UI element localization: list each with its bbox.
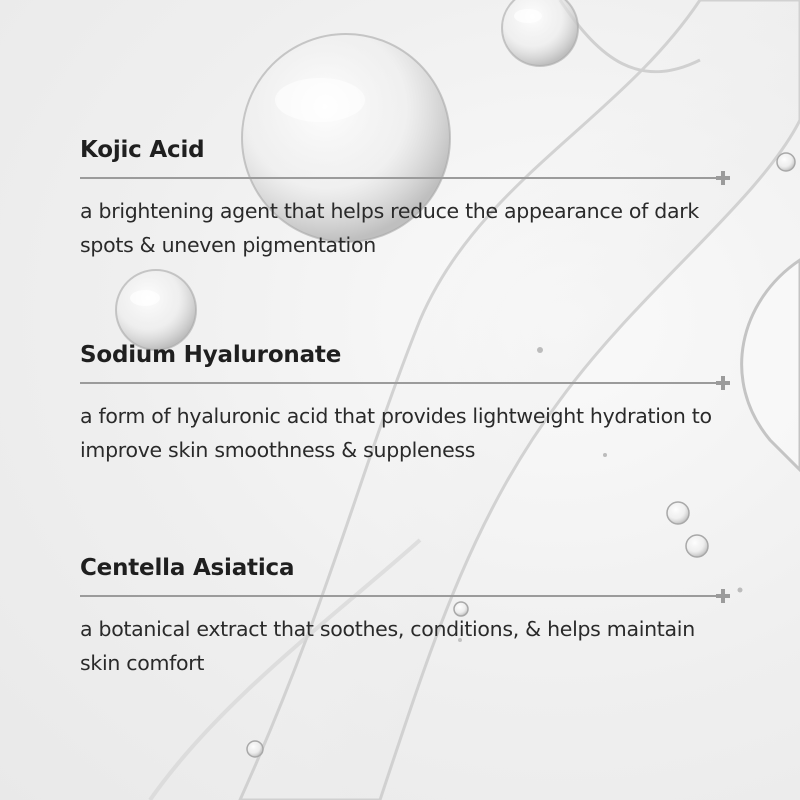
small-droplet: [777, 153, 795, 171]
ingredient-name: Sodium Hyaluronate: [80, 342, 342, 368]
ingredient-name: Centella Asiatica: [80, 555, 295, 581]
ingredient-description: a brightening agent that helps reduce the appearance of dark spots & uneven pigmentation: [80, 199, 699, 257]
ingredient-centella-asiatica: [80, 555, 730, 675]
plus-icon: [716, 376, 730, 390]
plus-icon: [716, 171, 730, 185]
gel-swirl-inner: [742, 260, 800, 470]
ingredient-name: Kojic Acid: [80, 137, 205, 163]
ingredient-kojic-acid: [80, 137, 730, 257]
divider-line: [80, 177, 723, 179]
left-droplet: [116, 270, 196, 350]
small-droplet: [667, 502, 689, 524]
divider-line: [80, 595, 723, 597]
small-droplet: [686, 535, 708, 557]
small-droplet: [247, 741, 263, 757]
ingredient-description: a form of hyaluronic acid that provides lightweight hydration to improve skin smoothness & suppleness: [80, 404, 712, 462]
ingredient-description: a botanical extract that soothes, conditions, & helps maintain skin comfort: [80, 617, 695, 675]
plus-icon: [716, 589, 730, 603]
top-droplet: [502, 0, 578, 66]
divider-line: [80, 382, 723, 384]
ingredient-sodium-hyaluronate: [80, 342, 730, 462]
